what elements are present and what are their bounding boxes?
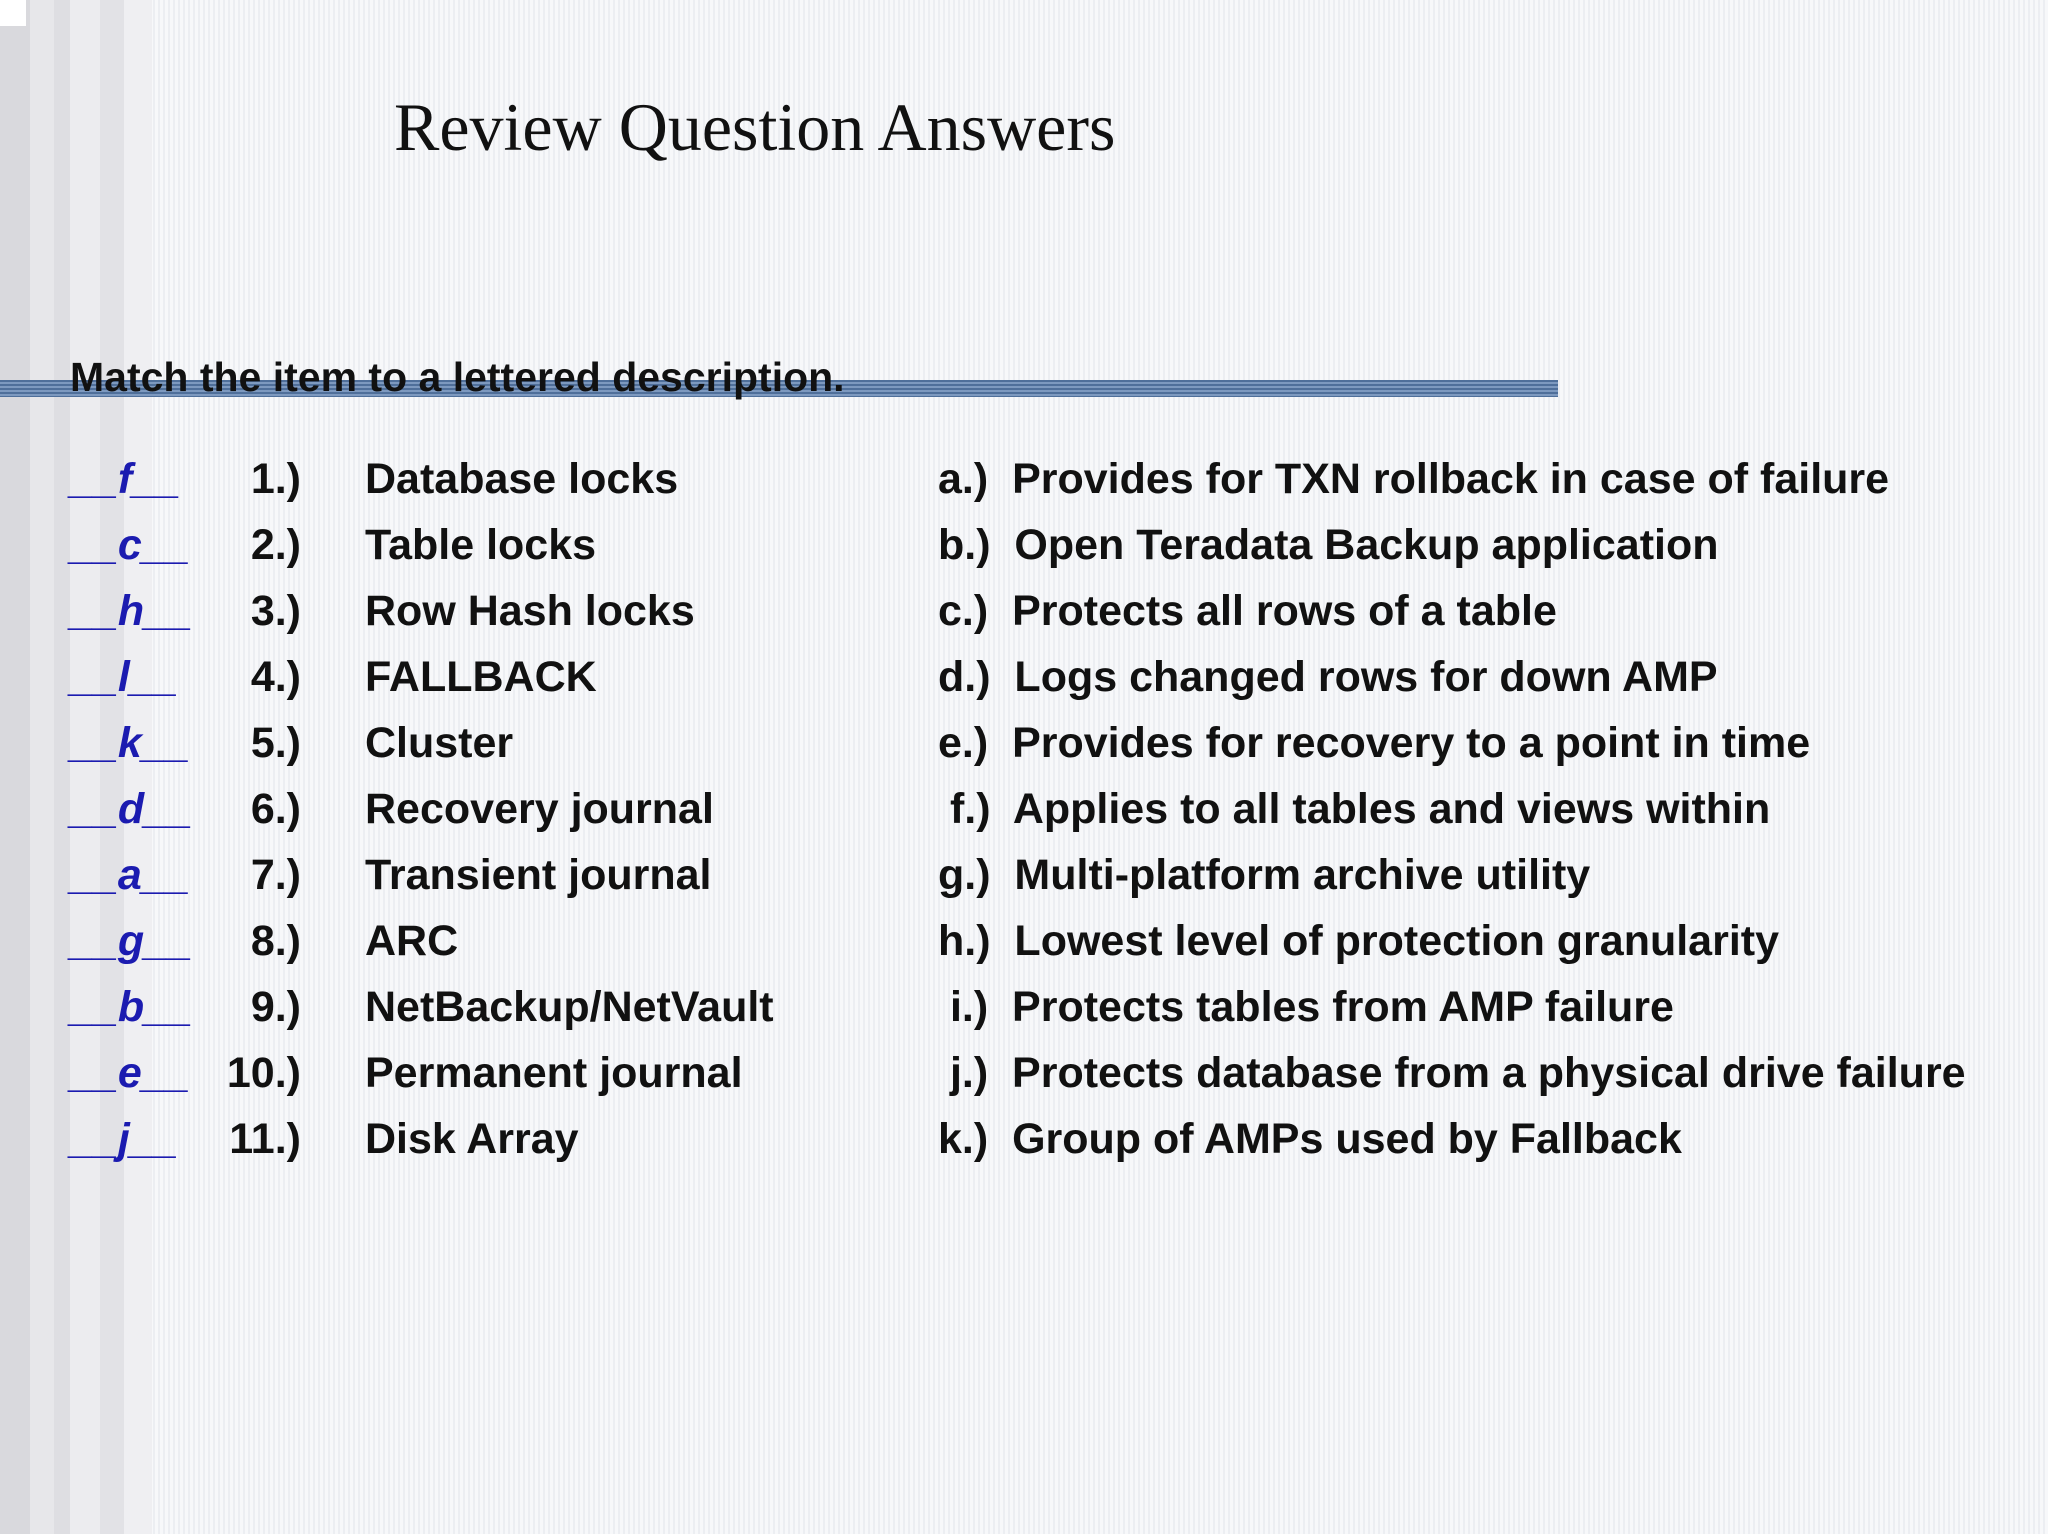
item-term: FALLBACK [365,653,597,701]
item-number: 8.) [250,917,301,965]
lettered-description: b.) Open Teradata Backup application [938,521,1719,569]
lettered-description: h.) Lowest level of protection granularity [938,917,1779,965]
item-number: 2.) [250,521,301,569]
item-number: 5.) [250,719,301,767]
item-term: NetBackup/NetVault [365,983,774,1031]
answer-blank: __h__ [70,587,192,635]
list-item [0,653,2048,709]
item-term: Recovery journal [365,785,714,833]
answer-blank: __c__ [70,521,190,569]
slide-title: Review Question Answers [394,89,1116,165]
lettered-description: e.) Provides for recovery to a point in time [938,719,1811,767]
list-item [0,851,2048,907]
lettered-description: j.) Protects database from a physical drive failure [938,1049,1966,1097]
item-term: Cluster [365,719,514,767]
list-item [0,1049,2048,1105]
list-item [0,455,2048,511]
item-term: Database locks [365,455,679,503]
lettered-description: k.) Group of AMPs used by Fallback [938,1115,1682,1163]
lettered-description: c.) Protects all rows of a table [938,587,1557,635]
item-number: 7.) [250,851,301,899]
list-item [0,521,2048,577]
answer-blank: __g__ [70,917,192,965]
answer-blank: __e__ [70,1049,190,1097]
list-item [0,917,2048,973]
list-item [0,587,2048,643]
item-number: 9.) [250,983,301,1031]
item-term: Table locks [365,521,597,569]
list-item [0,1115,2048,1171]
item-term: Row Hash locks [365,587,695,635]
lettered-description: f.) Applies to all tables and views within [938,785,1771,833]
item-term: Transient journal [365,851,712,899]
answer-blank: __d__ [70,785,192,833]
corner-mark [0,0,26,26]
item-number: 4.) [250,653,301,701]
item-number: 1.) [250,455,301,503]
lettered-description: d.) Logs changed rows for down AMP [938,653,1718,701]
item-number: 6.) [250,785,301,833]
item-term: ARC [365,917,459,965]
answer-blank: __k__ [70,719,190,767]
item-term: Disk Array [365,1115,579,1163]
lettered-description: g.) Multi-platform archive utility [938,851,1591,899]
item-number: 10.) [226,1049,301,1097]
item-number: 11.) [229,1115,301,1163]
list-item [0,785,2048,841]
lettered-description: i.) Protects tables from AMP failure [938,983,1674,1031]
answer-blank: __b__ [70,983,192,1031]
item-term: Permanent journal [365,1049,743,1097]
item-number: 3.) [250,587,301,635]
list-item [0,983,2048,1039]
answer-blank: __l__ [70,653,178,701]
lettered-description: a.) Provides for TXN rollback in case of failure [938,455,1890,503]
instruction-text: Match the item to a lettered description. [70,354,845,400]
list-item [0,719,2048,775]
answer-blank: __f__ [70,455,180,503]
answer-blank: __a__ [70,851,190,899]
answer-blank: __j__ [70,1115,178,1163]
